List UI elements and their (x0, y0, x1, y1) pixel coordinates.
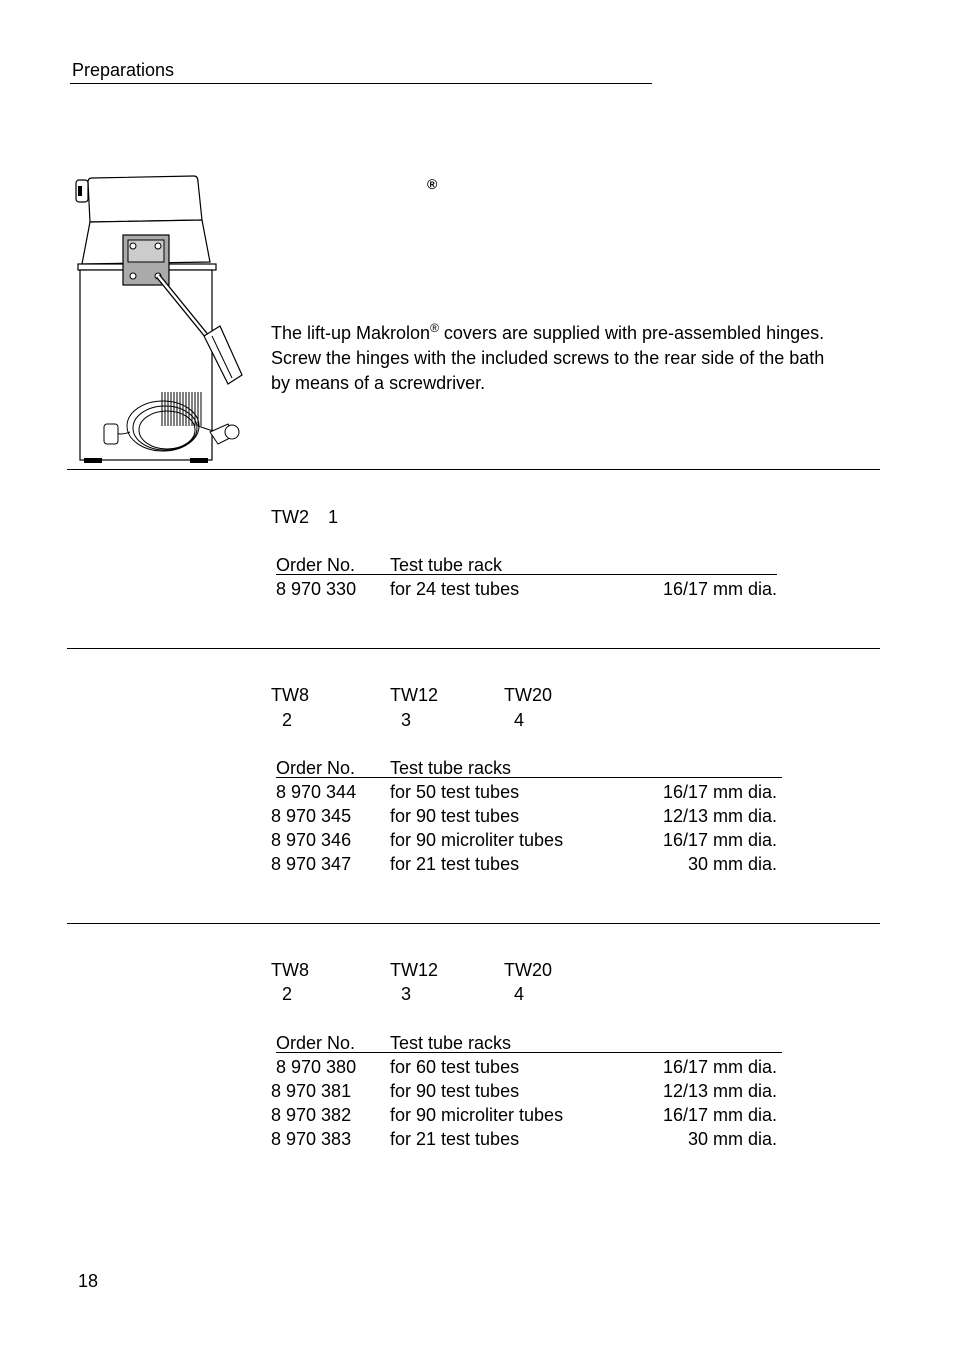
order-number: 8 970 381 (271, 1081, 352, 1101)
instruction-line-2: Screw the hinges with the included screws to the rear side of the bath (271, 348, 825, 368)
rack-description: for 90 microliter tubes (390, 1105, 564, 1125)
section-divider-3 (67, 923, 880, 924)
table-header-order-no: Order No. (276, 758, 356, 778)
model-tw2-count: 1 (328, 507, 339, 527)
page-number: 18 (78, 1271, 99, 1291)
tube-diameter: 16/17 mm dia. (662, 1057, 777, 1077)
section-divider-1 (67, 469, 880, 470)
instruction-line-1 (271, 316, 824, 346)
tube-diameter: 16/17 mm dia. (662, 782, 777, 802)
model-tw20-count: 4 (514, 710, 525, 730)
rack-description: for 21 test tubes (390, 1129, 520, 1149)
model-tw8-count: 2 (282, 984, 293, 1004)
rack-description: for 50 test tubes (390, 782, 520, 802)
table-header-underline (276, 574, 777, 575)
model-tw8: TW8 (271, 685, 309, 705)
model-tw12-count: 3 (401, 710, 412, 730)
tube-diameter: 30 mm dia. (687, 854, 777, 874)
instruction-line-3: by means of a screwdriver. (271, 373, 486, 393)
table-header-underline (276, 777, 782, 778)
model-tw8-count: 2 (282, 710, 293, 730)
rack-description: for 90 test tubes (390, 1081, 520, 1101)
order-number: 8 970 347 (271, 854, 352, 874)
model-tw12: TW12 (390, 685, 439, 705)
rack-description: for 24 test tubes (390, 579, 520, 599)
tube-diameter: 16/17 mm dia. (662, 579, 777, 599)
model-tw12-count: 3 (401, 984, 412, 1004)
hinge-instructions (271, 316, 824, 396)
tube-diameter: 12/13 mm dia. (662, 1081, 777, 1101)
rack-description: for 90 microliter tubes (390, 830, 564, 850)
rack-description: for 60 test tubes (390, 1057, 520, 1077)
tube-diameter: 16/17 mm dia. (662, 1105, 777, 1125)
model-tw2: TW2 (271, 507, 309, 527)
header-rule (70, 83, 652, 84)
rack-description: for 21 test tubes (390, 854, 520, 874)
water-bath-hinge-illustration (70, 170, 250, 470)
order-number: 8 970 344 (276, 782, 357, 802)
model-tw8: TW8 (271, 960, 309, 980)
model-tw20: TW20 (504, 960, 553, 980)
model-tw20-count: 4 (514, 984, 525, 1004)
registered-mark: ® (427, 176, 438, 192)
rack-description: for 90 test tubes (390, 806, 520, 826)
table-header-order-no: Order No. (276, 555, 356, 575)
tube-diameter: 12/13 mm dia. (662, 806, 777, 826)
table-header-description: Test tube racks (390, 1033, 512, 1053)
order-number: 8 970 345 (271, 806, 352, 826)
model-tw12: TW12 (390, 960, 439, 980)
instruction-line-1-start: The lift-up Makrolon (271, 323, 431, 343)
table-header-description: Test tube racks (390, 758, 512, 778)
table-header-underline (276, 1052, 782, 1053)
tube-diameter: 16/17 mm dia. (662, 830, 777, 850)
table-header-order-no: Order No. (276, 1033, 356, 1053)
model-tw20: TW20 (504, 685, 553, 705)
order-number: 8 970 346 (271, 830, 352, 850)
section-divider-2 (67, 648, 880, 649)
order-number: 8 970 330 (276, 579, 357, 599)
registered-superscript: ® (430, 321, 439, 335)
table-header-description: Test tube rack (390, 555, 503, 575)
instruction-line-1-end: covers are supplied with pre-assembled hinges. (438, 323, 825, 343)
order-number: 8 970 382 (271, 1105, 352, 1125)
page-header-title: Preparations (72, 60, 175, 80)
order-number: 8 970 380 (276, 1057, 357, 1077)
tube-diameter: 30 mm dia. (687, 1129, 777, 1149)
order-number: 8 970 383 (271, 1129, 352, 1149)
